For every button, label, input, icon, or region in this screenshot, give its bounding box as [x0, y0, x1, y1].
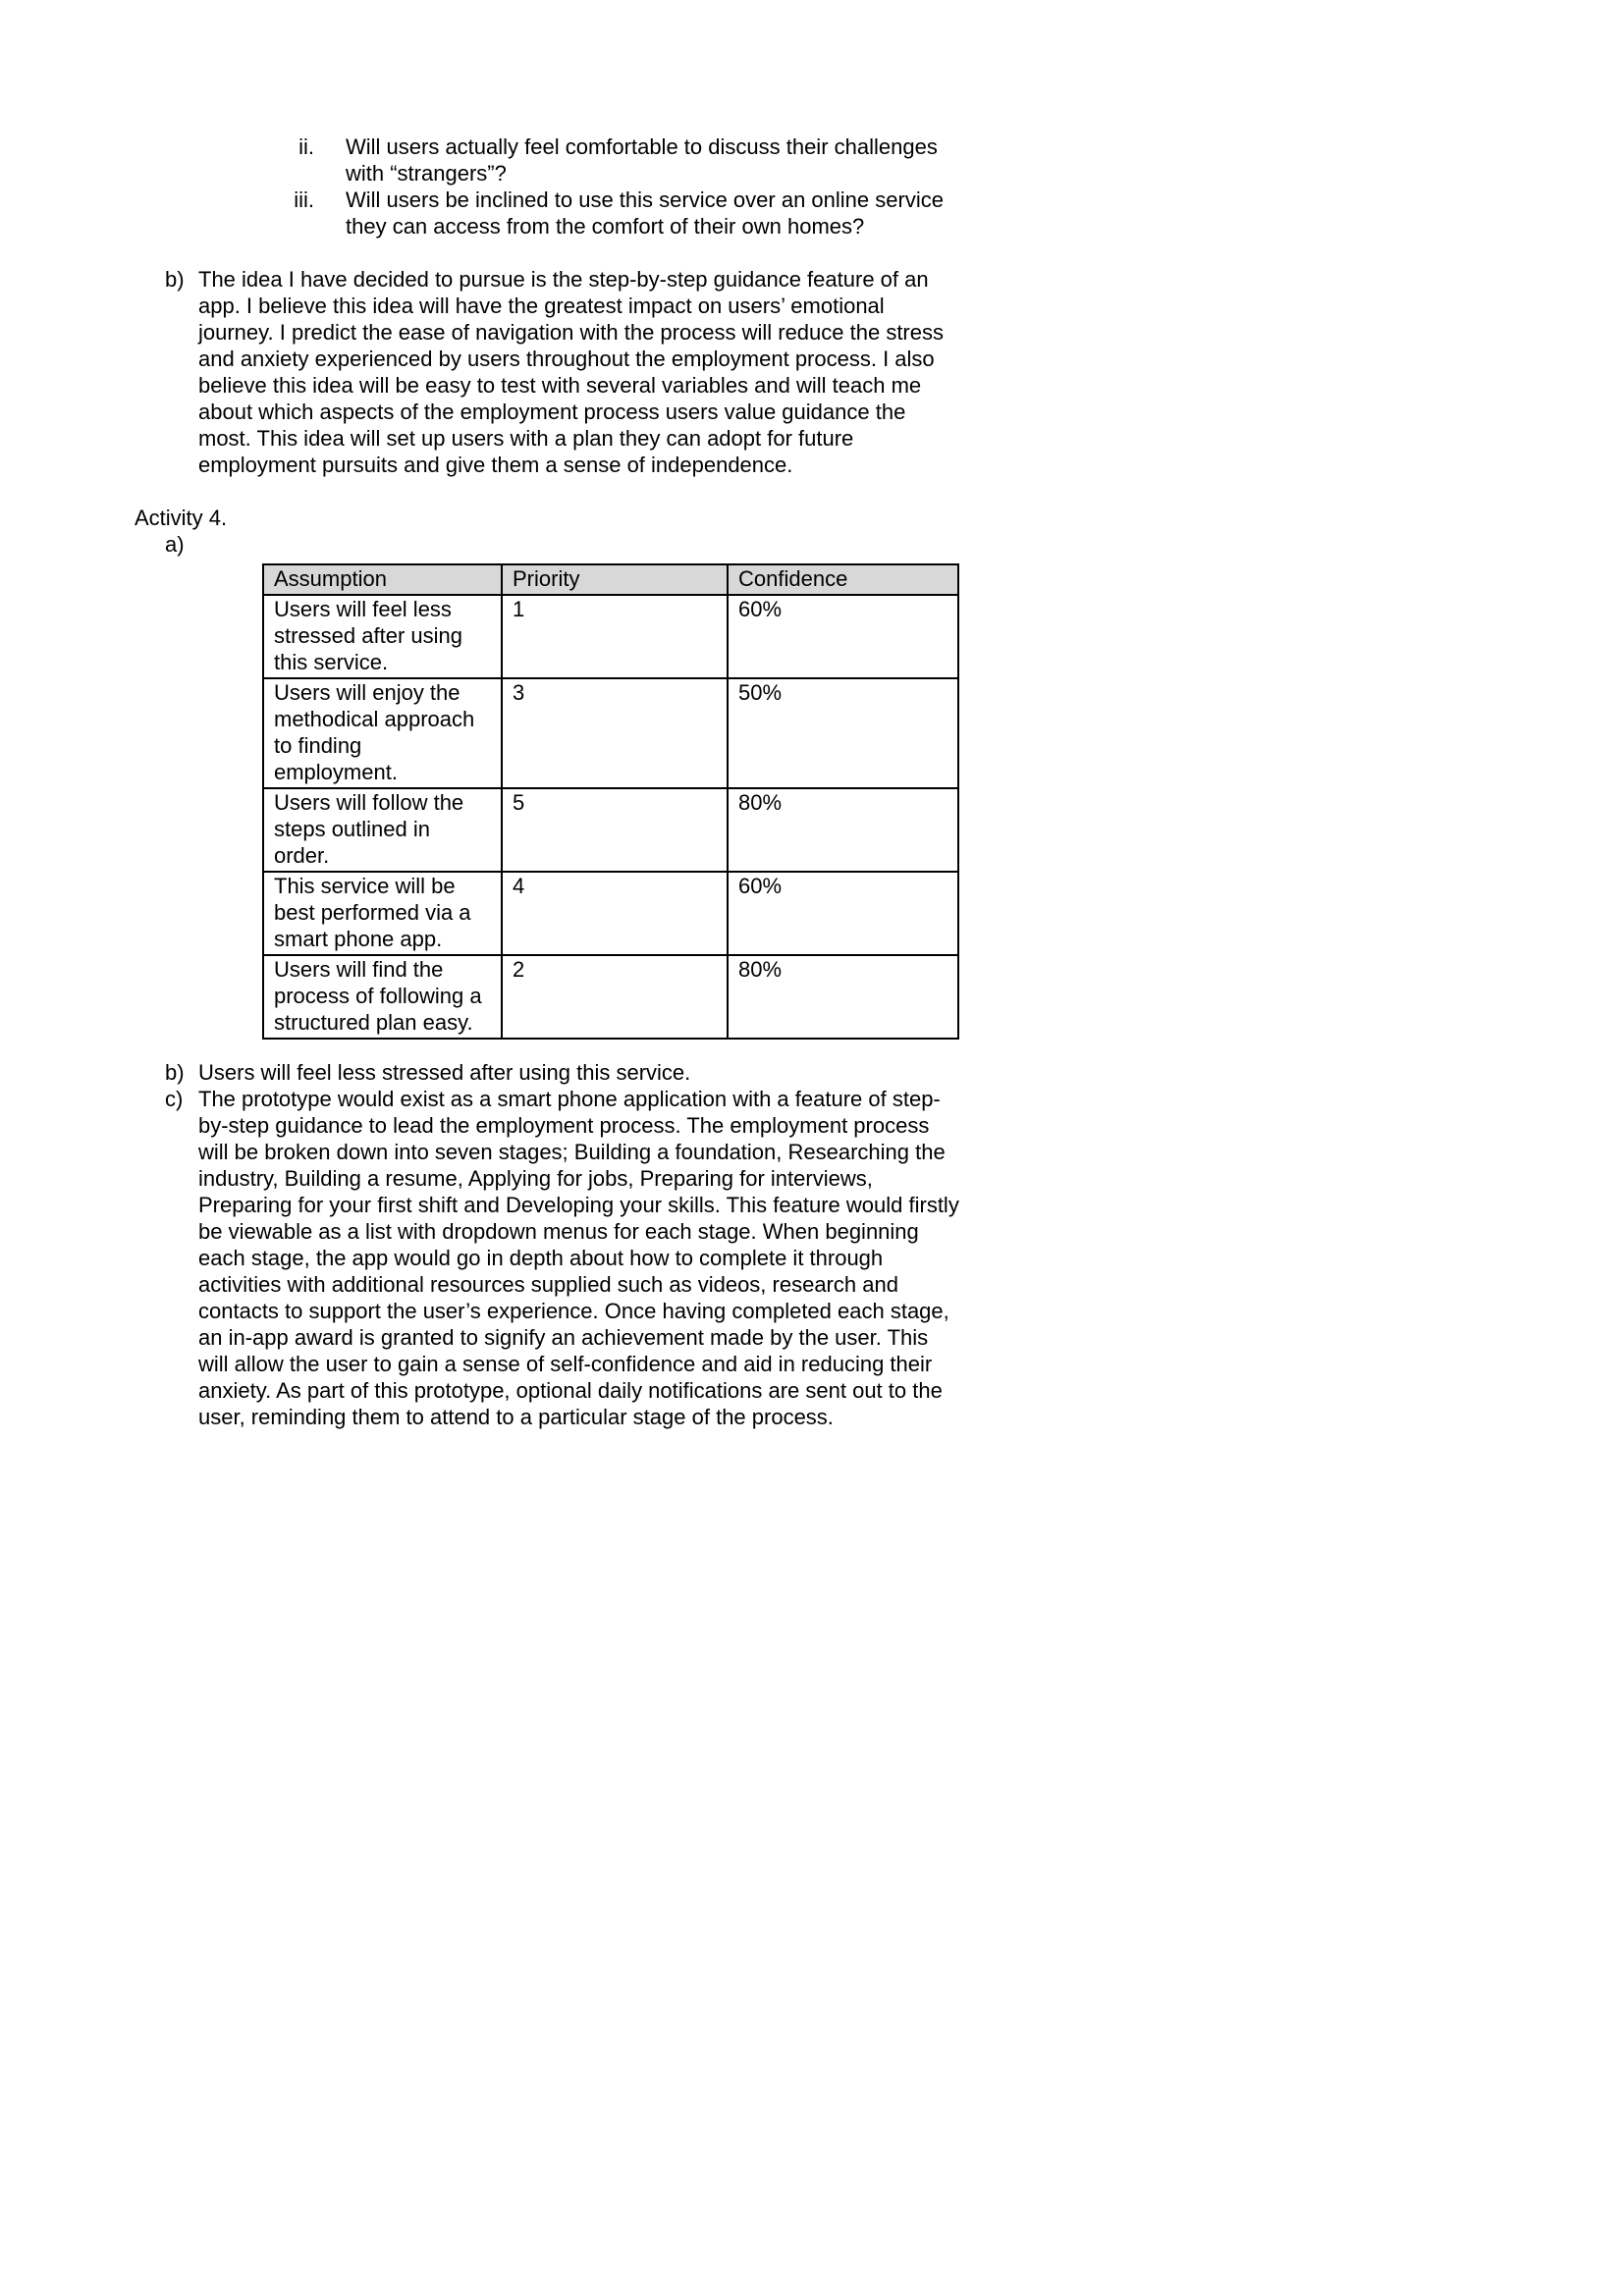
activity-heading: Activity 4. — [135, 506, 228, 530]
priority-cell: 2 — [502, 955, 728, 1039]
list-marker-b1: b) — [165, 267, 185, 292]
confidence-cell: 80% — [728, 788, 958, 872]
list-text-iii: Will users be inclined to use this service over an online service they can access from the comfort of their own homes? — [346, 187, 944, 239]
assumption-cell: Users will feel less stressed after using this service. — [263, 595, 502, 678]
list-text-ii: Will users actually feel comfortable to discuss their challenges with “strangers”? — [346, 134, 938, 186]
assumption-cell: Users will find the process of following a structured plan easy. — [263, 955, 502, 1039]
table-row — [263, 678, 958, 788]
priority-cell: 3 — [502, 678, 728, 788]
list-item-a — [165, 531, 1509, 558]
header-assumption: Assumption — [263, 564, 502, 595]
list-text-b2: Users will feel less stressed after using this service. — [198, 1060, 691, 1085]
confidence-cell: 50% — [728, 678, 958, 788]
blank-line — [135, 478, 1509, 505]
list-text-b1: The idea I have decided to pursue is the step-by-step guidance feature of an app. I believe this idea will have the greatest impact on users’ emotional journey. I predict the ease of navigation with the process will reduce the stress and anxiety experienced by users throughout the employment process. I also believe this idea will be easy to test with several variables and will teach me about which aspects of the employment process users value guidance the most. This idea will set up users with a plan they can adopt for future employment pursuits and give them a sense of independence. — [198, 267, 944, 477]
table-header-row — [263, 564, 958, 595]
document-content — [135, 133, 1509, 1430]
confidence-cell: 80% — [728, 955, 958, 1039]
list-item-ii — [252, 133, 1509, 187]
list-item-iii — [252, 187, 1509, 240]
priority-cell: 1 — [502, 595, 728, 678]
header-confidence: Confidence — [728, 564, 958, 595]
assumption-cell: Users will follow the steps outlined in order. — [263, 788, 502, 872]
list-item-b1 — [165, 266, 1509, 478]
table-row — [263, 872, 958, 955]
table-row — [263, 595, 958, 678]
blank-line — [135, 240, 1509, 266]
list-marker-a: a) — [165, 532, 185, 557]
table-row — [263, 955, 958, 1039]
confidence-cell: 60% — [728, 595, 958, 678]
assumptions-table — [262, 563, 959, 1040]
assumption-cell: Users will enjoy the methodical approach to finding employment. — [263, 678, 502, 788]
list-text-c: The prototype would exist as a smart phone application with a feature of step-by-step guidance to lead the employment process. The employment process will be broken down into seven stages; Building a foundation, Researching the industry, Building a resume, Applying for jobs, Preparing for interviews, Preparing for your first shift and Developing your skills. This feature would firstly be viewable as a list with dropdown menus for each stage. When beginning each stage, the app would go in depth about how to complete it through activities with additional resources supplied such as videos, research and contacts to support the user’s experience. Once having completed each stage, an in-app award is granted to signify an achievement made by the user. This will allow the user to gain a sense of self-confidence and aid in reducing their anxiety. As part of this prototype, optional daily notifications are sent out to the user, reminding them to attend to a particular stage of the process. — [198, 1087, 959, 1429]
list-item-c — [165, 1086, 1509, 1430]
priority-cell: 5 — [502, 788, 728, 872]
confidence-cell: 60% — [728, 872, 958, 955]
assumption-cell: This service will be best performed via a smart phone app. — [263, 872, 502, 955]
list-marker-iii: iii. — [294, 187, 314, 212]
header-priority: Priority — [502, 564, 728, 595]
table-row — [263, 788, 958, 872]
list-marker-b2: b) — [165, 1060, 185, 1085]
list-marker-c: c) — [165, 1087, 184, 1111]
list-item-b2 — [165, 1059, 1509, 1086]
priority-cell: 4 — [502, 872, 728, 955]
list-marker-ii: ii. — [298, 134, 314, 159]
